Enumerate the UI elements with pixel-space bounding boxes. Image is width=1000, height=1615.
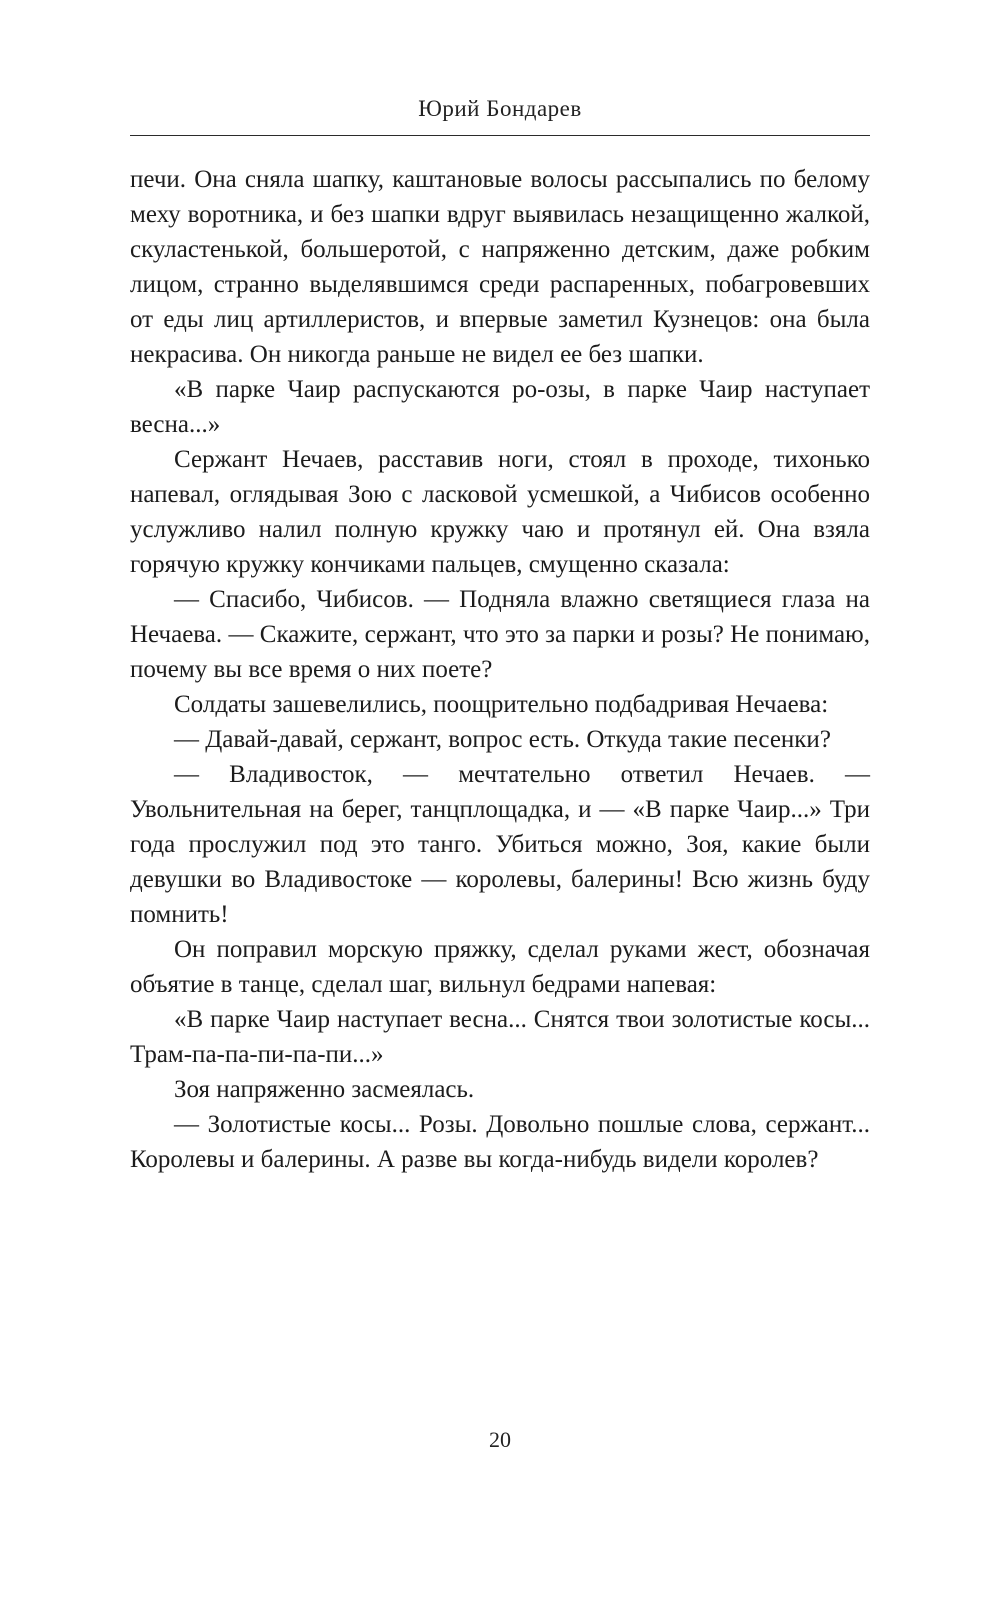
paragraph: — Давай-давай, сержант, вопрос есть. Откуда такие песенки? <box>174 726 831 753</box>
paragraph: «В парке Чаир наступает весна... Снятся твои золотистые косы... Трам-па-па-пи-па-пи...» <box>130 1006 870 1068</box>
paragraph: Он поправил морскую пряжку, сделал руками жест, обозначая объятие в танце, сделал шаг, вильнул бедрами напевая: <box>130 936 870 998</box>
page-number: 20 <box>489 1427 511 1452</box>
paragraph: печи. Она сняла шапку, каштановые волосы рассыпались по белому меху воротника, и без шапки вдруг выявилась незащищенно жалкой, скуластенькой, большеротой, с напряженно детским, даже робким лицом, странно выделявшимся среди распаренных, побагровевших от еды лиц артиллеристов, и впервые заметил Кузнецов: она была некрасива. Он никогда раньше не видел ее без шапки. <box>130 166 870 368</box>
paragraph: — Золотистые косы... Розы. Довольно пошлые слова, сержант... Королевы и балерины. А разве вы когда-нибудь видели королев? <box>130 1111 870 1173</box>
header-rule <box>130 135 870 136</box>
running-header-author: Юрий Бондарев <box>418 96 582 121</box>
paragraph: Зоя напряженно засмеялась. <box>174 1076 475 1103</box>
paragraph: — Владивосток, — мечтательно ответил Нечаев. — Увольнительная на берег, танцплощадка, и — «В парке Чаир...» Три года прослужил под это танго. Убиться можно, Зоя, какие были девушки во Владивостоке — королевы, балерины! Всю жизнь буду помнить! <box>130 761 870 928</box>
paragraph: Солдаты зашевелились, поощрительно подбадривая Нечаева: <box>174 691 829 718</box>
text-body <box>130 162 870 1177</box>
paragraph: Сержант Нечаев, расставив ноги, стоял в проходе, тихонько напевал, оглядывая Зою с ласковой усмешкой, а Чибисов особенно услужливо налил полную кружку чаю и протянул ей. Она взяла горячую кружку кончиками пальцев, смущенно сказала: <box>130 446 870 578</box>
paragraph: «В парке Чаир распускаются ро-озы, в парке Чаир наступает весна...» <box>130 376 870 438</box>
paragraph: — Спасибо, Чибисов. — Подняла влажно светящиеся глаза на Нечаева. — Скажите, сержант, что это за парки и розы? Не понимаю, почему вы все время о них поете? <box>130 586 870 683</box>
